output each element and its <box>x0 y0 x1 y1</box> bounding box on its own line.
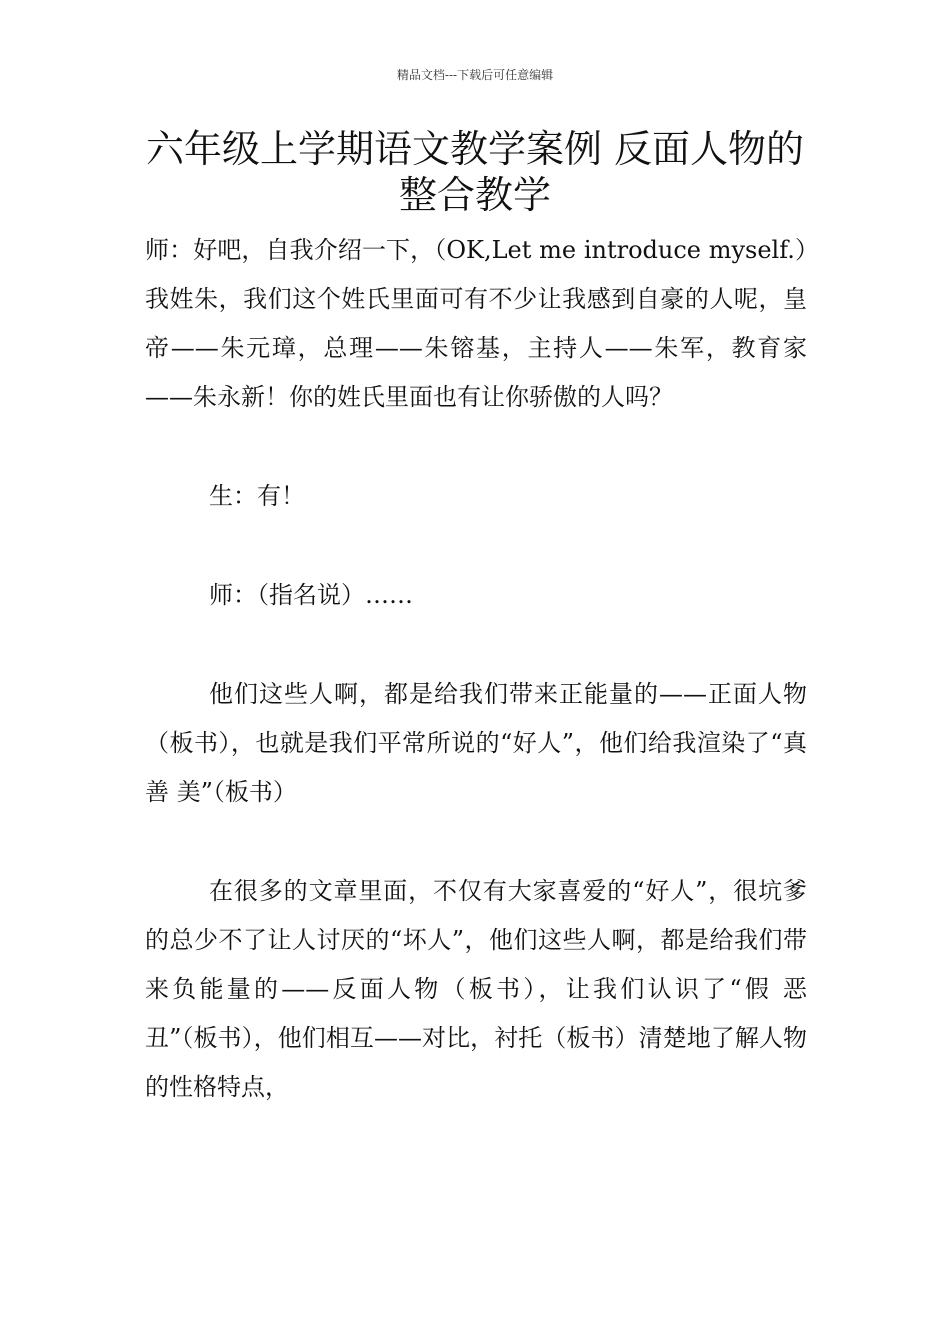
paragraph-teacher-prompt: 师：（指名说）…… <box>209 581 413 609</box>
paragraph-spacer <box>145 521 807 571</box>
document-body <box>145 226 807 1112</box>
paragraph-spacer <box>145 620 807 670</box>
paragraph-spacer <box>145 817 807 867</box>
paragraph-negative-characters: 在很多的文章里面，不仅有大家喜爱的“好人”，很坑爹的总少不了让人讨厌的“坏人”，他们这些人啊，都是给我们带来负能量的——反面人物（板书），让我们认识了“假 恶 丑”（板书），他们相互——对比，衬托（板书）清楚地了解人物的性格特点， <box>145 877 807 1101</box>
paragraph-student-reply: 生：有！ <box>209 482 305 510</box>
header-note: 精品文档---下载后可任意编辑 <box>396 68 554 82</box>
paragraph-positive-characters: 他们这些人啊，都是给我们带来正能量的——正面人物（板书），也就是我们平常所说的“好人”，他们给我渲染了“真 善 美”（板书） <box>145 680 807 806</box>
paragraph-spacer <box>145 422 807 472</box>
paragraph-teacher-intro: 师：好吧，自我介绍一下，（OK,Let me introduce myself.）我姓朱，我们这个姓氏里面可有不少让我感到自豪的人呢，皇帝——朱元璋，总理——朱镕基，主持人——朱军，教育家——朱永新！你的姓氏里面也有让你骄傲的人吗？ <box>145 236 807 411</box>
document-title: 六年级上学期语文教学案例 反面人物的整合教学 <box>145 127 805 217</box>
